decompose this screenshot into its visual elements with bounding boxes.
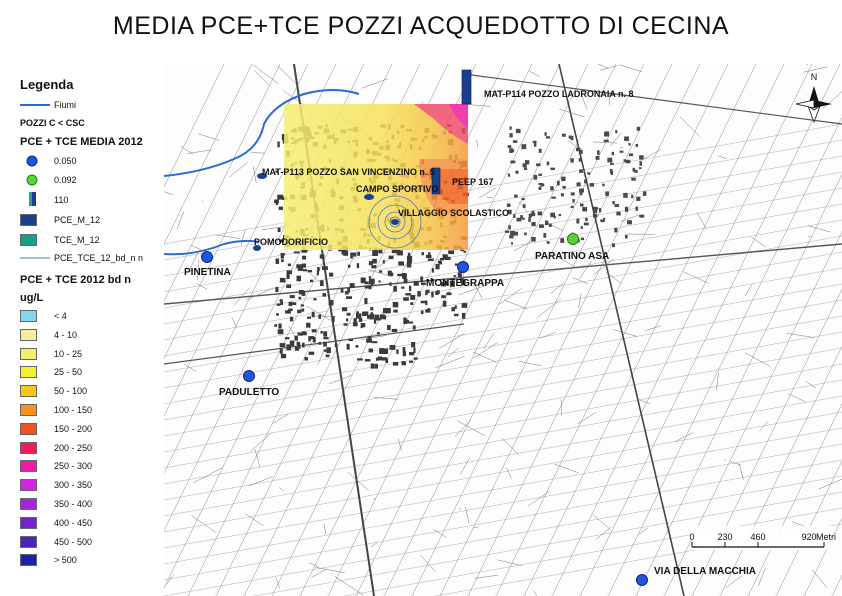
tce-swatch [20, 234, 37, 246]
concentration-plume [284, 104, 468, 250]
legend-panel [0, 70, 162, 596]
contour-line-label: PCE_TCE_12_bd_n n [54, 253, 144, 263]
class-swatch [20, 498, 37, 510]
class-swatch [20, 442, 37, 454]
map-title: MEDIA PCE+TCE POZZI ACQUEDOTTO DI CECINA [112, 12, 730, 40]
class-label: 300 - 350 [54, 480, 93, 491]
label-campo: CAMPO SPORTIVO [356, 184, 439, 194]
class-swatch [20, 460, 37, 472]
scale-tick-1: 230 [717, 532, 733, 542]
class-swatch [20, 385, 37, 397]
class-label: 400 - 450 [54, 517, 93, 528]
bar-label: 110 [54, 195, 69, 205]
class-label: 100 - 150 [54, 405, 93, 415]
label-ladronaia: MAT-P114 POZZO LADRONAIA n. 8 [484, 89, 634, 99]
dot-green-symbol [26, 174, 38, 186]
class-swatch [20, 366, 37, 378]
label-peep: PEEP 167 [452, 177, 494, 187]
dot-blue-label: 0.050 [54, 156, 77, 166]
class-label: 25 - 50 [54, 367, 83, 378]
contour-line-symbol [20, 256, 50, 260]
class-swatch [20, 554, 37, 566]
north-label: N [810, 72, 818, 82]
classes-heading: PCE + TCE 2012 bd n [20, 274, 131, 286]
class-label: < 4 [54, 311, 67, 321]
class-swatch [20, 479, 37, 491]
map-background [164, 64, 842, 596]
units-label: ug/L [20, 292, 44, 304]
label-viamacchia: VIA DELLA MACCHIA [654, 566, 757, 577]
scale-tick-3: 920 [801, 532, 817, 542]
class-swatch [20, 404, 37, 416]
class-swatch [20, 423, 37, 435]
label-paratino: PARATINO ASA [535, 251, 610, 262]
label-sanvincenzino: MAT-P113 POZZO SAN VINCENZINO n. 5 [262, 167, 435, 177]
scale-unit: Metri [816, 532, 836, 542]
class-label: > 500 [54, 555, 77, 566]
map-canvas[interactable] [164, 64, 842, 596]
class-swatch [20, 348, 37, 360]
bar-symbol [28, 191, 38, 207]
class-label: 250 - 300 [54, 461, 93, 472]
class-label: 350 - 400 [54, 499, 93, 509]
label-pomodorificio: POMODORIFICIO [254, 237, 328, 247]
tce-label: TCE_M_12 [54, 235, 100, 245]
dot-blue-symbol [26, 155, 38, 167]
wells-heading: POZZI C < CSC [20, 118, 85, 128]
class-swatch [20, 517, 37, 529]
label-villaggio: VILLAGGIO SCOLASTICO [398, 208, 510, 218]
scale-bar [689, 526, 836, 550]
scale-tick-2: 460 [750, 532, 766, 542]
class-swatch [20, 329, 37, 341]
legend-heading: Legenda [20, 77, 74, 92]
class-swatch [20, 310, 37, 322]
label-paduletto: PADULETTO [219, 387, 280, 398]
label-montegrappa: MONTEGRAPPA [426, 278, 505, 289]
class-label: 200 - 250 [54, 442, 93, 453]
class-label: 50 - 100 [54, 386, 88, 397]
class-swatch [20, 536, 37, 548]
class-label: 4 - 10 [54, 329, 78, 340]
rivers-label: Fiumi [54, 100, 76, 110]
river-symbol [20, 102, 50, 108]
pce-swatch [20, 214, 37, 226]
class-label: 150 - 200 [54, 423, 93, 434]
scale-tick-0: 0 [689, 532, 695, 542]
label-pinetina: PINETINA [184, 267, 231, 278]
class-label: 10 - 25 [54, 348, 83, 359]
media-heading: PCE + TCE MEDIA 2012 [20, 136, 143, 148]
class-label: 450 - 500 [54, 536, 93, 547]
dot-green-label: 0.092 [54, 175, 77, 185]
pce-label: PCE_M_12 [54, 215, 101, 225]
